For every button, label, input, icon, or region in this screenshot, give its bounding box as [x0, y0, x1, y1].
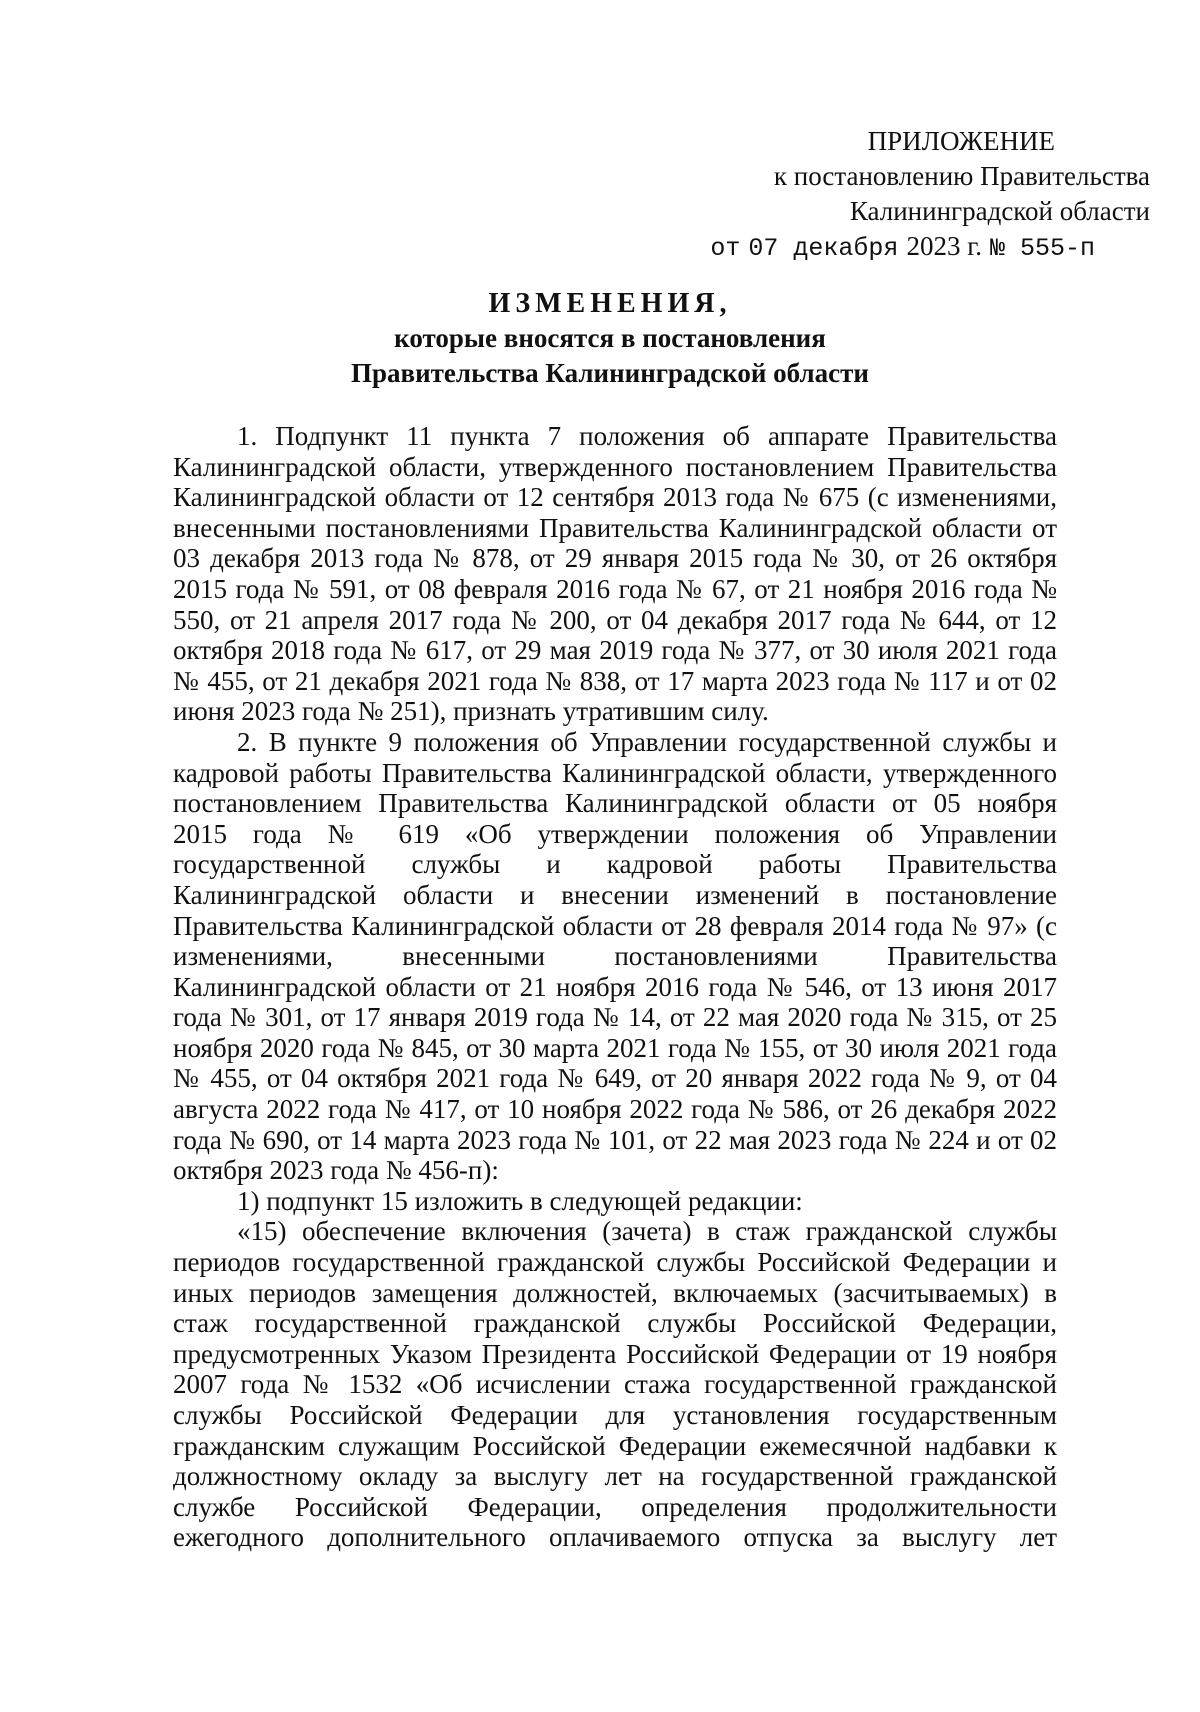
paragraph-1: 1. Подпункт 11 пункта 7 положения об аппарате Правительства Калининградской области, утвержденного постановлением Правительства Калининградской области от 12 сентября 2013 года № 675 (с изменениями, внесенными постановлениями Правительства Калининградской области от 03 декабря 2013 года № 878, от 29 января 2015 года № 30, от 26 октября 2015 года № 591, от 08 февраля 2016 года № 67, от 21 ноября 2016 года № 550, от 21 апреля 2017 года № 200, от 04 декабря 2017 года № 644, от 12 октября 2018 года № 617, от 29 мая 2019 года № 377, от 30 июля 2021 года № 455, от 21 декабря 2021 года № 838, от 17 марта 2023 года № 117 и от 02 июня 2023 года № 251), признать утратившим силу. [173, 421, 1057, 727]
title-main: ИЗМЕНЕНИЯ, [488, 288, 732, 319]
annex-date-line [690, 229, 1150, 266]
document-body [173, 421, 1057, 1553]
resolution-number: № 555-п [989, 234, 1095, 263]
date-day-month: 07 декабря [748, 234, 899, 263]
subparagraph-1: 1) подпункт 15 изложить в следующей редакции: [237, 1185, 803, 1216]
annex-line-region: Калининградской области [849, 196, 1150, 226]
annex-header [690, 124, 1150, 266]
annex-heading: ПРИЛОЖЕНИЕ [867, 126, 1055, 156]
document-title [160, 286, 1060, 391]
title-subtitle-1: которые вносятся в постановления [394, 323, 826, 353]
date-prefix: от [710, 234, 741, 263]
date-year: 2023 г. [906, 231, 982, 261]
quoted-subparagraph-15: «15) обеспечение включения (зачета) в стаж гражданской службы периодов государственной гражданской службы Российской Федерации и иных периодов замещения должностей, включаемых (засчитываемых) в стаж государственной гражданской службы Российской Федерации, предусмотренных Указом Президента Российской Федерации от 19 ноября 2007 года № 1532 «Об исчислении стажа государственной гражданской службы Российской Федерации для установления государственным гражданским служащим Российской Федерации ежемесячной надбавки к должностному окладу за выслугу лет на государственной гражданской службе Российской Федерации, определения продолжительности ежегодного дополнительного оплачиваемого отпуска за выслугу лет [173, 1216, 1057, 1553]
paragraph-2: 2. В пункте 9 положения об Управлении государственной службы и кадровой работы Правительства Калининградской области, утвержденного постановлением Правительства Калининградской области от 05 ноября 2015 года № 619 «Об утверждении положения об Управлении государственной службы и кадровой работы Правительства Калининградской области и внесении изменений в постановление Правительства Калининградской области от 28 февраля 2014 года № 97» (с изменениями, внесенными постановлениями Правительства Калининградской области от 21 ноября 2016 года № 546, от 13 июня 2017 года № 301, от 17 января 2019 года № 14, от 22 мая 2020 года № 315, от 25 ноября 2020 года № 845, от 30 марта 2021 года № 155, от 30 июля 2021 года № 455, от 04 октября 2021 года № 649, от 20 января 2022 года № 9, от 04 августа 2022 года № 417, от 10 ноября 2022 года № 586, от 26 декабря 2022 года № 690, от 14 марта 2023 года № 101, от 22 мая 2023 года № 224 и от 02 октября 2023 года № 456-п): [173, 726, 1057, 1186]
title-subtitle-2: Правительства Калининградской области [351, 358, 869, 388]
annex-line-resolution: к постановлению Правительства [773, 161, 1150, 191]
